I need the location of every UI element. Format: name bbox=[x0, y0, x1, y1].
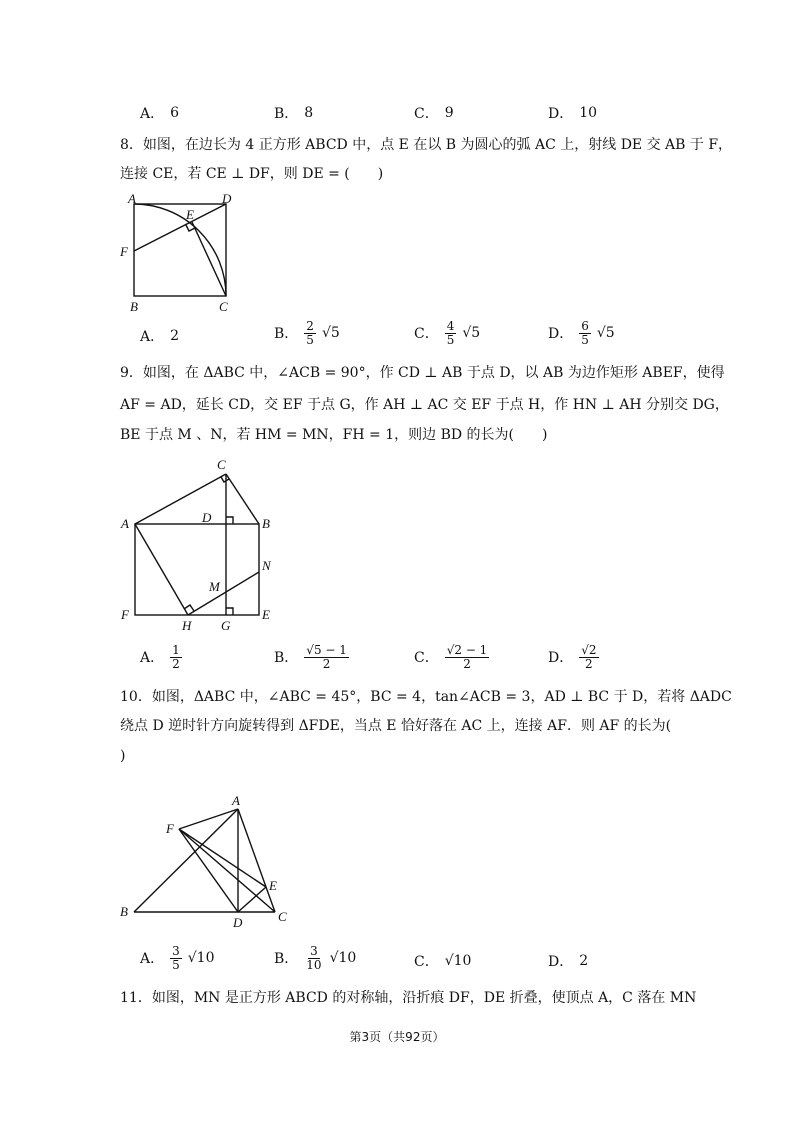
option-letter: A． bbox=[140, 329, 165, 345]
option-value: 10 bbox=[579, 105, 598, 121]
option-letter: B． bbox=[274, 106, 299, 122]
q8-line-df bbox=[134, 204, 226, 251]
q8-option-d bbox=[548, 320, 615, 346]
option-value: 8 bbox=[304, 105, 314, 121]
q8-square bbox=[134, 204, 226, 296]
option-value: √10 bbox=[187, 950, 215, 967]
q10-line-3: ) bbox=[120, 748, 126, 764]
option-fraction: $\frac{6}{5}$ bbox=[581, 319, 589, 347]
option-letter: D． bbox=[548, 326, 574, 343]
option-value: 9 bbox=[444, 105, 454, 121]
option-fraction: $\frac{√5 - 1}{2}$ bbox=[306, 643, 347, 671]
q10-label-a: A bbox=[232, 793, 240, 808]
option-letter: A． bbox=[140, 951, 165, 968]
option-letter: C． bbox=[414, 650, 439, 667]
q10-label-b: B bbox=[120, 904, 128, 919]
option-fraction: $\frac{3}{10}$ bbox=[306, 944, 322, 972]
q9-rectangle bbox=[135, 524, 259, 615]
q7-option-c bbox=[414, 103, 454, 123]
q8-label-f: F bbox=[120, 244, 128, 259]
q7-options bbox=[0, 103, 794, 133]
q8-label-a: A bbox=[128, 191, 136, 206]
q9-label-b: B bbox=[262, 516, 270, 531]
q9-label-h: H bbox=[182, 618, 192, 633]
option-value: √5 bbox=[462, 325, 481, 342]
q8-option-a bbox=[140, 326, 179, 346]
q9-option-c bbox=[414, 644, 489, 670]
q10-line-2: 绕点 D 逆时针方向旋转得到 ΔFDE，当点 E 恰好落在 AC 上，连接 AF．则 AF 的长为( bbox=[120, 718, 672, 734]
q9-label-a: A bbox=[121, 516, 129, 531]
option-value: √5 bbox=[321, 325, 340, 342]
q9-line-ah bbox=[135, 524, 188, 615]
q10-label-f: F bbox=[166, 821, 174, 836]
option-letter: C． bbox=[414, 954, 439, 970]
q9-right-angle-g bbox=[226, 608, 233, 615]
option-value: √10 bbox=[329, 950, 357, 967]
q9-options bbox=[0, 644, 794, 674]
option-letter: B． bbox=[274, 951, 299, 968]
q8-label-d: D bbox=[222, 191, 232, 206]
option-letter: D． bbox=[548, 106, 574, 122]
option-fraction: $\frac{4}{5}$ bbox=[446, 319, 455, 347]
q10-option-b bbox=[274, 945, 356, 971]
q8-label-c: C bbox=[219, 299, 228, 314]
option-letter: B． bbox=[274, 650, 299, 667]
q7-option-b bbox=[274, 103, 313, 123]
option-value: √5 bbox=[596, 325, 615, 342]
option-letter: C． bbox=[414, 326, 439, 343]
q10-line-fe bbox=[179, 829, 266, 887]
q8-label-b: B bbox=[130, 299, 138, 314]
q9-line-1: 9．如图，在 ΔABC 中，∠ACB = 90°，作 CD ⊥ AB 于点 D，以 AB 为边作矩形 ABEF，使得 bbox=[120, 365, 725, 381]
q10-label-e: E bbox=[269, 878, 277, 893]
q8-line-2: 连接 CE，若 CE ⊥ DF，则 DE = ( ) bbox=[120, 166, 384, 182]
q9-label-n: N bbox=[262, 558, 271, 573]
option-fraction: $\frac{2}{5}$ bbox=[306, 319, 314, 347]
option-letter: D． bbox=[548, 650, 574, 667]
q8-option-c bbox=[414, 320, 480, 346]
q9-line-3: BE 于点 M 、N，若 HM = MN，FH = 1，则边 BD 的长为( ) bbox=[120, 427, 548, 443]
option-fraction: $\frac{√2 - 1}{2}$ bbox=[446, 643, 488, 671]
page-footer: 第3页（共92页） bbox=[349, 1030, 445, 1044]
q7-option-d bbox=[548, 103, 597, 123]
q9-label-c: C bbox=[217, 457, 226, 472]
option-fraction: $\frac{3}{5}$ bbox=[172, 944, 180, 972]
option-fraction: $\frac{√2}{2}$ bbox=[581, 643, 597, 671]
option-letter: D． bbox=[548, 954, 574, 970]
q10-line-1: 10．如图，ΔABC 中，∠ABC = 45°，BC = 4，tan∠ACB = 3，AD ⊥ BC 于 D，若将 ΔADC bbox=[120, 689, 732, 705]
q8-arc-ac bbox=[134, 204, 226, 296]
option-value: 2 bbox=[170, 328, 180, 344]
q7-option-a bbox=[140, 103, 179, 123]
q8-figure bbox=[112, 190, 242, 320]
q10-label-c: C bbox=[278, 909, 287, 924]
q9-label-g: G bbox=[221, 618, 231, 633]
option-value: 6 bbox=[170, 105, 180, 121]
q9-line-hn bbox=[188, 572, 259, 615]
q10-figure bbox=[112, 785, 302, 930]
q9-line-2: AF = AD，延长 CD，交 EF 于点 G，作 AH ⊥ AC 交 EF 于点 H，作 HN ⊥ AH 分别交 DG， bbox=[120, 397, 729, 413]
q8-label-e: E bbox=[186, 207, 194, 222]
q9-option-a bbox=[140, 644, 182, 670]
q10-line-de bbox=[238, 887, 266, 912]
q9-label-f: F bbox=[121, 607, 129, 622]
q9-line-ac bbox=[135, 474, 226, 524]
q9-right-angle-d bbox=[226, 517, 233, 524]
q10-option-a bbox=[140, 945, 215, 971]
option-fraction: $\frac{1}{2}$ bbox=[172, 643, 180, 671]
q9-figure bbox=[112, 452, 282, 637]
q8-line-1: 8．如图，在边长为 4 正方形 ABCD 中，点 E 在以 B 为圆心的弧 AC 上，射线 DE 交 AB 于 F， bbox=[120, 137, 733, 153]
option-letter: B． bbox=[274, 326, 299, 343]
option-letter: A． bbox=[140, 650, 165, 667]
q9-label-m: M bbox=[209, 579, 220, 594]
q10-option-d bbox=[548, 951, 588, 971]
q10-line-af bbox=[179, 809, 238, 829]
q10-options bbox=[0, 945, 794, 975]
q10-option-c bbox=[414, 951, 471, 971]
q9-label-d: D bbox=[202, 510, 212, 525]
q8-options bbox=[0, 320, 794, 350]
q8-line-ce bbox=[192, 222, 226, 296]
q9-option-d bbox=[548, 644, 599, 670]
q10-line-fd bbox=[179, 829, 238, 912]
option-letter: C． bbox=[414, 106, 439, 122]
q8-option-b bbox=[274, 320, 340, 346]
option-value: √10 bbox=[444, 953, 472, 969]
q10-line-ba bbox=[134, 809, 238, 912]
q9-option-b bbox=[274, 644, 349, 670]
q9-label-e: E bbox=[262, 607, 270, 622]
q10-label-d: D bbox=[233, 915, 243, 930]
q11-line-1: 11．如图，MN 是正方形 ABCD 的对称轴，沿折痕 DF，DE 折叠，使顶点 A，C 落在 MN bbox=[120, 990, 697, 1006]
option-value: 2 bbox=[579, 953, 589, 969]
option-letter: A． bbox=[140, 106, 165, 122]
